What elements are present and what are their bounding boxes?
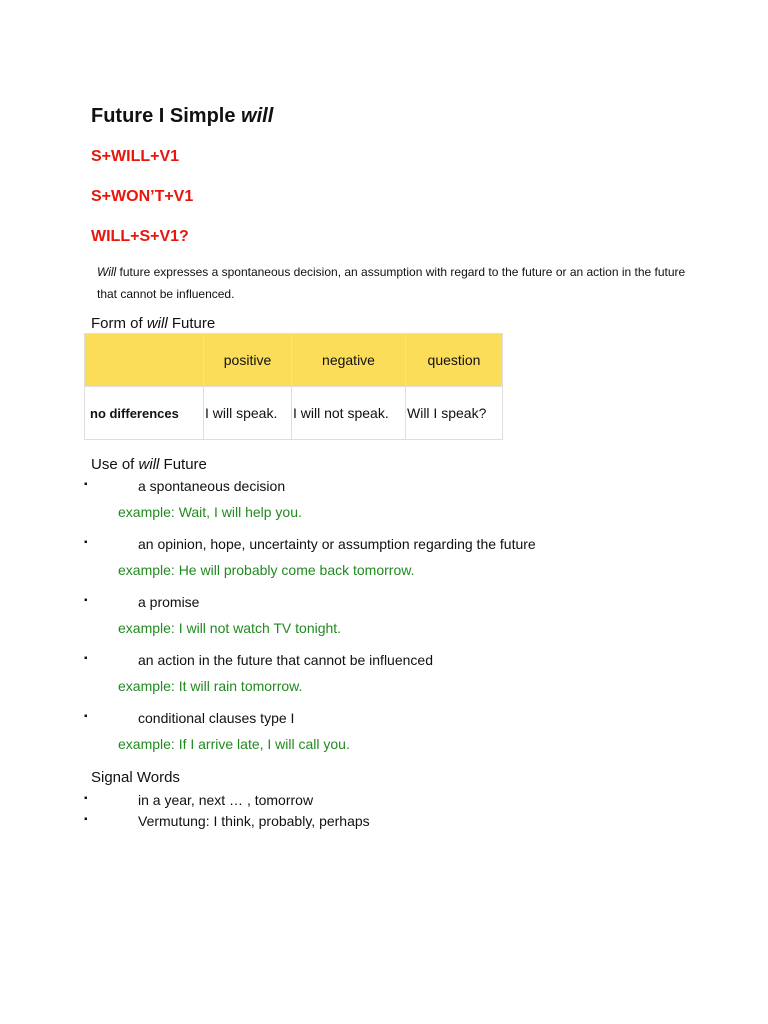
form-table (84, 333, 503, 440)
use-heading-prefix: Use of (91, 456, 139, 473)
use-text: an opinion, hope, uncertainty or assumption regarding the future (138, 536, 536, 552)
bullet-icon: ▪ (84, 814, 88, 825)
table-cell-question: Will I speak? (406, 387, 503, 440)
bullet-icon: ▪ (84, 711, 88, 722)
table-header-positive: positive (204, 334, 292, 387)
table-row-label: no differences (85, 387, 204, 440)
intro-paragraph (97, 261, 687, 305)
signal-text: in a year, next … , tomorrow (138, 792, 314, 808)
use-text: conditional clauses type I (138, 710, 295, 726)
list-item (84, 594, 724, 652)
signal-text: Vermutung: I think, probably, perhaps (138, 813, 370, 829)
list-item (84, 652, 724, 710)
use-list (84, 478, 724, 768)
bullet-icon: ▪ (84, 653, 88, 664)
bullet-icon: ▪ (84, 537, 88, 548)
page-title-emphasis: will (241, 105, 274, 127)
form-heading-emphasis: will (146, 315, 168, 332)
bullet-icon: ▪ (84, 793, 88, 804)
formula-negative: S+WON’T+V1 (91, 188, 194, 205)
page-title-main: Future I Simple (91, 105, 242, 127)
intro-text: future expresses a spontaneous decision, an assumption with regard to the future or an action in the future that cannot be influenced. (97, 265, 686, 301)
page-title (91, 105, 273, 128)
use-example: example: Wait, I will help you. (118, 504, 302, 520)
list-item (84, 536, 724, 594)
table-header-question: question (406, 334, 503, 387)
table-header-empty (85, 334, 204, 387)
use-example: example: If I arrive late, I will call you. (118, 736, 350, 752)
form-heading-suffix: Future (167, 315, 216, 332)
use-example: example: It will rain tomorrow. (118, 678, 303, 694)
list-item (84, 478, 724, 536)
form-table-header-row (85, 334, 503, 387)
form-heading-prefix: Form of (91, 315, 147, 332)
signal-heading: Signal Words (91, 769, 180, 786)
use-example: example: He will probably come back tomorrow. (118, 562, 415, 578)
bullet-icon: ▪ (84, 595, 88, 606)
use-heading-suffix: Future (159, 456, 207, 473)
use-example: example: I will not watch TV tonight. (118, 620, 342, 636)
table-header-negative: negative (292, 334, 406, 387)
list-item (84, 710, 724, 768)
bullet-icon: ▪ (84, 479, 88, 490)
form-table-row (85, 387, 503, 440)
use-text: a spontaneous decision (138, 478, 286, 494)
intro-emphasis: Will (97, 265, 117, 279)
formula-question: WILL+S+V1? (91, 228, 189, 245)
formula-affirmative: S+WILL+V1 (91, 148, 180, 165)
use-text: a promise (138, 594, 200, 610)
table-cell-negative: I will not speak. (292, 387, 406, 440)
use-text: an action in the future that cannot be influenced (138, 652, 433, 668)
use-heading-emphasis: will (138, 456, 160, 473)
table-cell-positive: I will speak. (204, 387, 292, 440)
form-heading (91, 315, 215, 332)
use-heading (91, 456, 207, 473)
